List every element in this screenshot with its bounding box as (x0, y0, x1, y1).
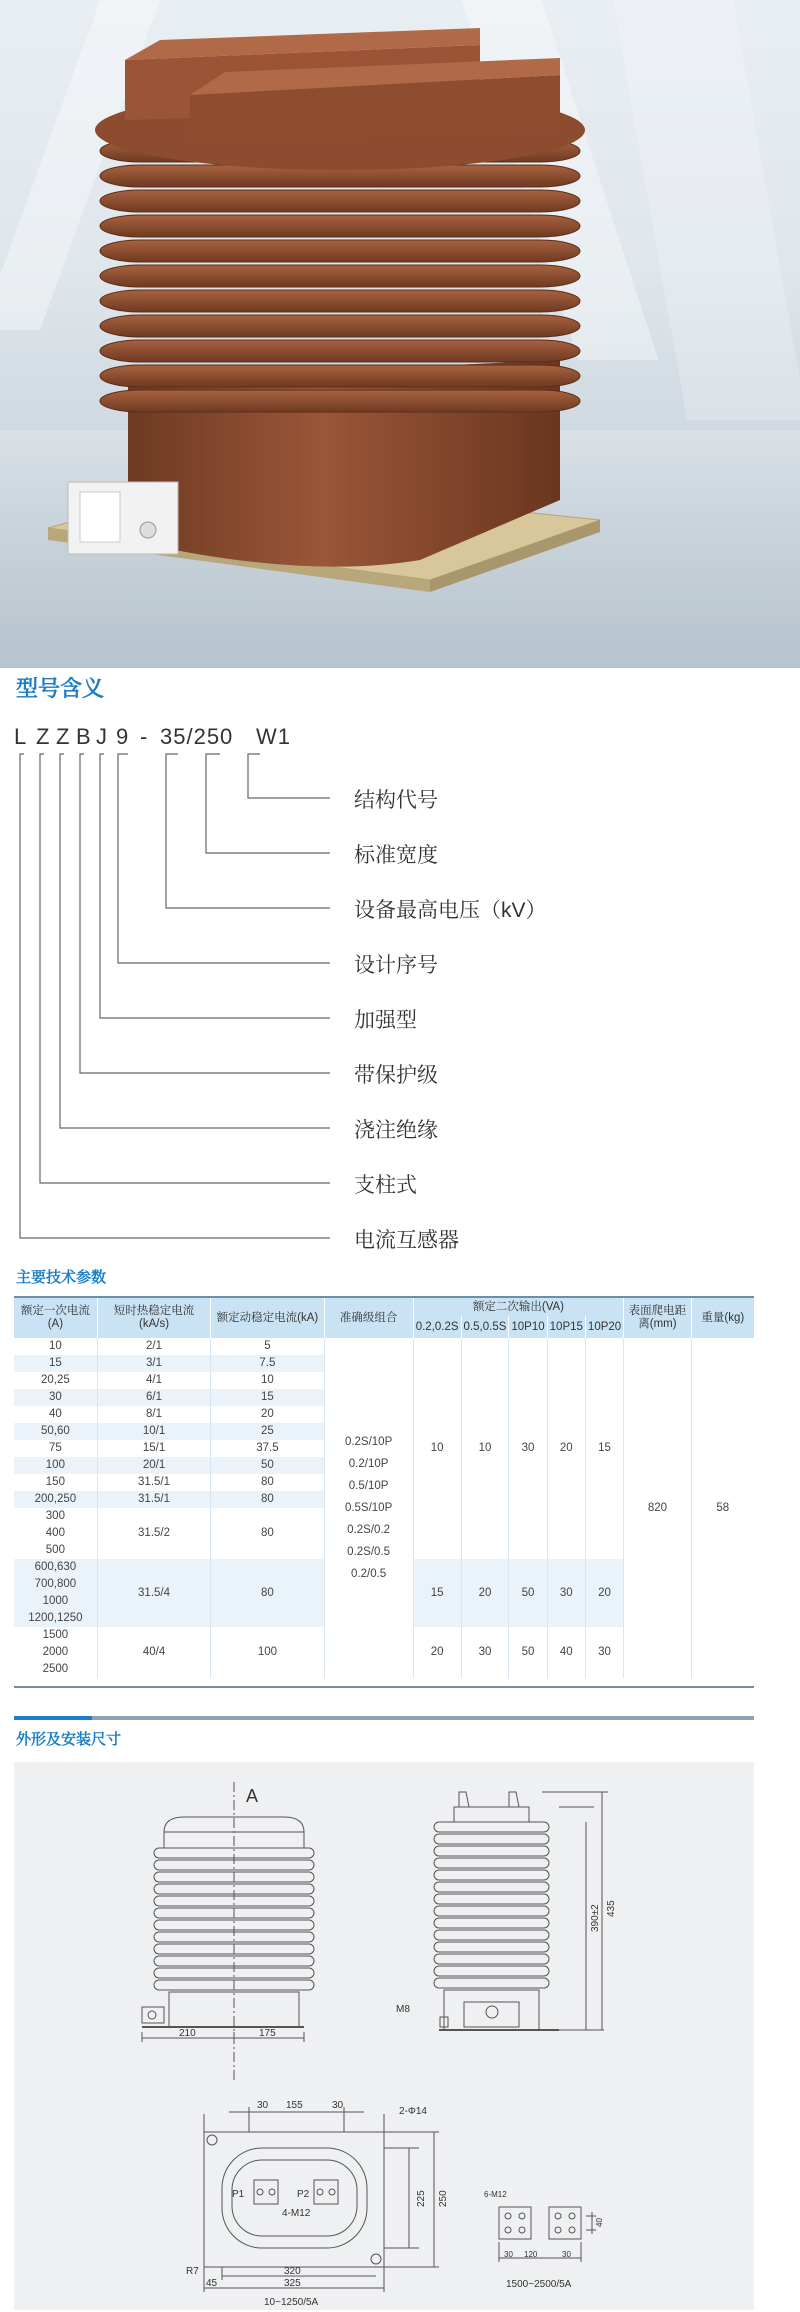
cell-primary: 15 (14, 1355, 97, 1372)
cell-primary: 1200,1250 (14, 1610, 97, 1627)
accuracy-item: 0.2S/10P (344, 1436, 393, 1448)
cell-output: 50 (509, 1627, 547, 1678)
dim-175: 175 (259, 2028, 276, 2039)
cell-accuracy-list (324, 1338, 413, 1678)
section-divider-accent (14, 1716, 92, 1720)
dim-155: 155 (286, 2100, 303, 2111)
caption-range-2: 1500~2500/5A (506, 2279, 572, 2290)
holes-label: 2-Φ14 (399, 2106, 427, 2117)
cell-thermal: 31.5/1 (97, 1491, 211, 1508)
cell-primary: 40 (48, 1408, 62, 1420)
code-char: B (76, 724, 92, 749)
cell-primary: 10 (48, 1340, 62, 1352)
dim-390: 390±2 (590, 1904, 601, 1932)
cell-output: 40 (547, 1627, 585, 1678)
bolt-6-m12: 6-M12 (484, 2190, 507, 2199)
cell-thermal: 10/1 (97, 1423, 211, 1440)
product-photo (0, 0, 800, 668)
cell-dynamic: 100 (211, 1627, 324, 1678)
dim-225: 225 (416, 2190, 427, 2207)
cell-output: 30 (461, 1627, 509, 1678)
meaning-width: 标准宽度 (354, 844, 438, 867)
accuracy-item: 0.2S/0.2 (347, 1524, 391, 1536)
cell-thermal: 4/1 (97, 1372, 211, 1389)
spec-title: 主要技术参数 (16, 1269, 107, 1286)
cell-primary: 75 (48, 1442, 62, 1454)
cell-dynamic: 50 (211, 1457, 324, 1474)
cell-primary: 200,250 (14, 1491, 97, 1508)
cell-output: 15 (585, 1338, 623, 1559)
meaning-voltage: 设备最高电压（kV） (354, 899, 547, 922)
dimension-title: 外形及安装尺寸 (16, 1731, 122, 1748)
cell-output: 10 (461, 1338, 509, 1559)
dim-320: 320 (284, 2266, 301, 2277)
cell-output: 20 (461, 1559, 509, 1627)
code-char: 9 (116, 724, 130, 749)
cell-dynamic: 25 (211, 1423, 324, 1440)
cell-output: 20 (413, 1627, 461, 1678)
cell-primary: 2000 (42, 1646, 69, 1658)
terminal-p2: P2 (297, 2189, 310, 2200)
header-sub: 0.5,0.5S (461, 1316, 509, 1338)
radius-r7: R7 (186, 2266, 199, 2277)
cell-primary: 50,60 (14, 1423, 97, 1440)
cell-primary: 300 (45, 1510, 65, 1522)
cell-output: 50 (509, 1559, 547, 1627)
cell-thermal: 8/1 (97, 1406, 211, 1423)
cell-thermal: 20/1 (97, 1457, 211, 1474)
header-secondary: 额定二次输出(VA) (413, 1298, 623, 1316)
meaning-design-no: 设计序号 (354, 954, 438, 977)
code-char: L (14, 724, 28, 749)
cell-thermal: 3/1 (97, 1355, 211, 1372)
header-creepage: 表面爬电距离(mm) (624, 1298, 691, 1338)
dim-120: 120 (524, 2250, 538, 2259)
dim-30a: 30 (257, 2100, 269, 2111)
cell-primary: 700,800 (14, 1576, 97, 1593)
accuracy-item: 0.2S/0.5 (347, 1546, 391, 1558)
cell-primary: 150 (45, 1476, 65, 1488)
caption-range-1: 10~1250/5A (264, 2297, 319, 2308)
accuracy-item: 0.5S/10P (344, 1502, 393, 1514)
cell-primary: 1500 (42, 1629, 69, 1641)
dim-30b: 30 (332, 2100, 344, 2111)
header-sub: 10P20 (585, 1316, 623, 1338)
cell-primary: 30 (14, 1389, 97, 1406)
dim-250: 250 (438, 2190, 449, 2207)
terminal-p1: P1 (232, 2189, 245, 2200)
dimension-drawing-panel (14, 1762, 754, 2310)
cell-dynamic: 7.5 (211, 1355, 324, 1372)
dim-435: 435 (606, 1900, 617, 1917)
cell-output: 10 (413, 1338, 461, 1559)
accuracy-item: 0.2/10P (348, 1458, 389, 1470)
dim-m8: M8 (396, 2004, 410, 2015)
code-char: J (96, 724, 108, 749)
cell-primary: 100 (14, 1457, 97, 1474)
table-bottom-rule (14, 1686, 754, 1688)
meaning-reinforced: 加强型 (354, 1009, 417, 1032)
bolt-m12: 4-M12 (282, 2208, 311, 2219)
cell-dynamic: 20 (211, 1406, 324, 1423)
header-primary: 额定一次电流(A) (14, 1298, 97, 1338)
header-sub: 0.2,0.2S (413, 1316, 461, 1338)
cell-primary: 400 (45, 1527, 65, 1539)
cell-dynamic: 80 (211, 1474, 324, 1491)
accuracy-item: 0.2/0.5 (351, 1568, 387, 1580)
header-weight: 重量(kg) (691, 1298, 754, 1338)
cell-dynamic: 80 (211, 1559, 324, 1627)
spec-table (14, 1298, 754, 1678)
cell-primary: 500 (45, 1544, 65, 1556)
code-char: - (140, 724, 149, 749)
header-dynamic: 额定动稳定电流(kA) (211, 1298, 324, 1338)
cell-primary: 600,630 (14, 1559, 97, 1576)
cell-thermal: 2/1 (97, 1338, 211, 1355)
cell-thermal: 40/4 (97, 1627, 211, 1678)
cell-dynamic: 10 (211, 1372, 324, 1389)
meaning-ct: 电流互感器 (354, 1229, 459, 1252)
cell-dynamic: 15 (211, 1389, 324, 1406)
header-thermal: 短时热稳定电流(kA/s) (97, 1298, 211, 1338)
cell-thermal: 31.5/4 (97, 1559, 211, 1627)
cell-output: 30 (547, 1559, 585, 1627)
cell-thermal: 6/1 (97, 1389, 211, 1406)
accuracy-item: 0.5/10P (348, 1480, 389, 1492)
cell-dynamic: 80 (211, 1491, 324, 1508)
code-char: Z (56, 724, 71, 749)
section-divider (14, 1716, 754, 1720)
view-a-label: A (246, 1786, 259, 1806)
dim-325: 325 (284, 2278, 301, 2289)
meaning-cast: 浇注绝缘 (354, 1119, 438, 1142)
header-sub: 10P15 (547, 1316, 585, 1338)
cell-output: 30 (509, 1338, 547, 1559)
cell-dynamic: 37.5 (211, 1440, 324, 1457)
transformer-illustration (0, 0, 800, 668)
cell-output: 20 (585, 1559, 623, 1627)
dim-45: 45 (206, 2278, 218, 2289)
cell-weight: 58 (691, 1338, 754, 1678)
code-char: W1 (256, 724, 291, 749)
cell-thermal: 31.5/2 (97, 1508, 211, 1559)
header-accuracy: 准确级组合 (324, 1298, 413, 1338)
cell-primary: 1000 (14, 1593, 97, 1610)
dim-210: 210 (179, 2028, 196, 2039)
meaning-protection: 带保护级 (354, 1064, 438, 1087)
dimension-drawing (14, 1762, 754, 2310)
dim-30c: 30 (504, 2250, 513, 2259)
cell-output: 30 (585, 1627, 623, 1678)
code-char: 35/250 (160, 724, 234, 749)
cell-dynamic: 5 (211, 1338, 324, 1355)
code-char: Z (36, 724, 51, 749)
meaning-structure: 结构代号 (354, 789, 438, 812)
meaning-post: 支柱式 (354, 1174, 417, 1197)
cell-thermal: 15/1 (97, 1440, 211, 1457)
cell-output: 20 (547, 1338, 585, 1559)
dim-30d: 30 (562, 2250, 571, 2259)
cell-primary: 2500 (42, 1663, 69, 1675)
dim-40: 40 (595, 2218, 604, 2227)
cell-creepage: 820 (624, 1338, 691, 1678)
cell-primary: 20,25 (40, 1374, 70, 1386)
model-meaning-title: 型号含义 (16, 676, 105, 701)
header-sub: 10P10 (509, 1316, 547, 1338)
cell-output: 15 (413, 1559, 461, 1627)
cell-thermal: 31.5/1 (97, 1474, 211, 1491)
cell-dynamic: 80 (211, 1508, 324, 1559)
